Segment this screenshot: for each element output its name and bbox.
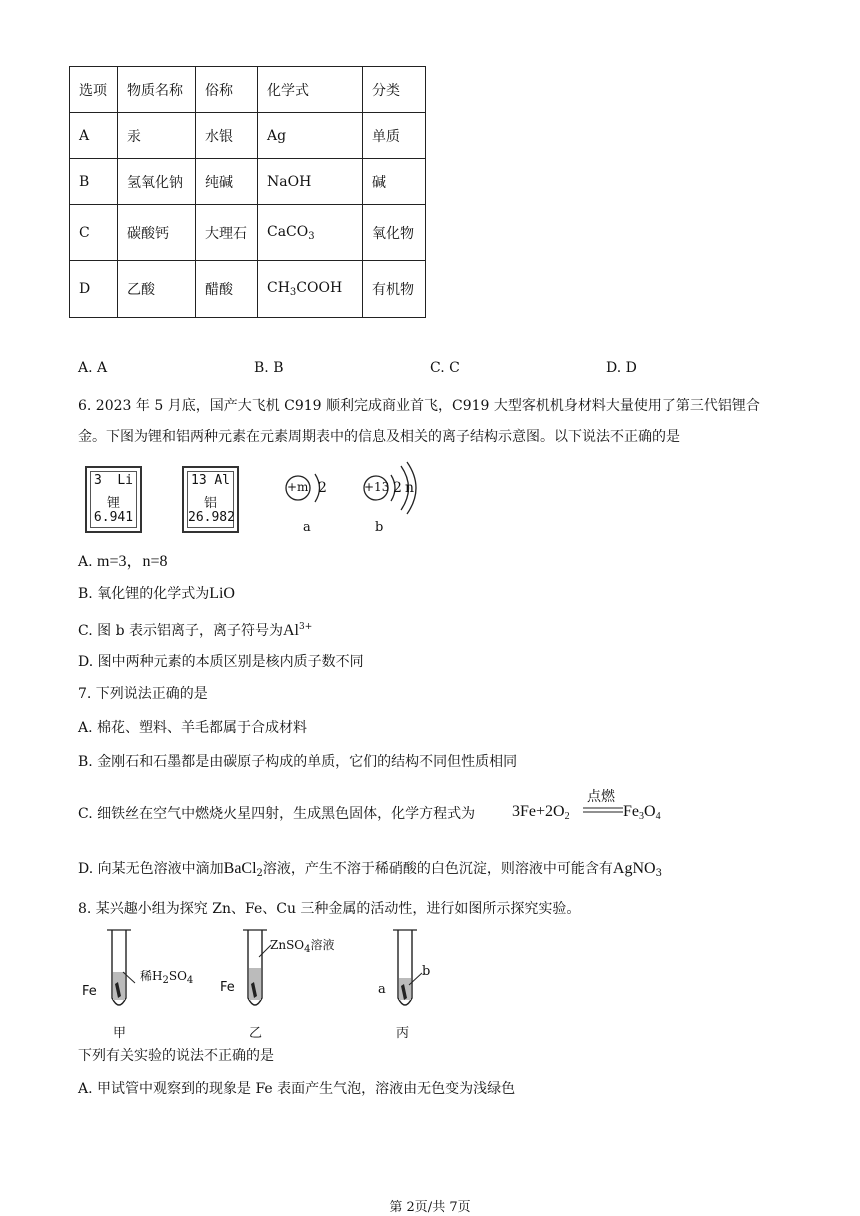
tube-label-bing: 丙 xyxy=(396,1026,410,1041)
table-row xyxy=(70,159,426,205)
option-text: 溶液，产生不溶于稀硝酸的白色沉淀，则溶液中可能含有 xyxy=(262,861,613,877)
tube-metal-label: Fe xyxy=(220,980,235,995)
q6-option-a xyxy=(78,552,168,572)
table-row xyxy=(70,261,426,318)
q6-option-d: D. 图中两种元素的本质区别是核内质子数不同 xyxy=(78,654,364,670)
test-tube-yi-icon xyxy=(240,928,270,1020)
element-name: 铝 xyxy=(203,496,217,511)
substance-table xyxy=(69,66,426,318)
table-cell: 碳酸钙 xyxy=(118,205,196,261)
solution-text: SO xyxy=(168,969,187,983)
ion-label-b: b xyxy=(375,520,384,535)
q6-option-b xyxy=(78,584,235,604)
equals-arrow xyxy=(583,806,623,814)
ion-charge: 3+ xyxy=(298,622,313,632)
solution-sub: 4 xyxy=(186,975,194,986)
formula-main: CaCO xyxy=(267,223,309,240)
table-cell: NaOH xyxy=(258,159,363,205)
formula: AgNO xyxy=(612,860,656,877)
formula-sub: 3 xyxy=(655,868,662,879)
table-header-cell: 选项 xyxy=(70,67,118,113)
table-cell: C xyxy=(70,205,118,261)
equation-rhs-text: O xyxy=(644,803,656,820)
element-card-inner xyxy=(90,471,137,528)
table-cell: Ag xyxy=(258,113,363,159)
leader-line xyxy=(123,972,135,983)
formula-part: COOH xyxy=(296,280,343,296)
table-cell: 氧化物 xyxy=(363,205,426,261)
q8-question: 下列有关实验的说法不正确的是 xyxy=(78,1048,274,1064)
ion-symbol: Al xyxy=(282,622,299,639)
pointer-line xyxy=(408,972,424,986)
option-text: D. 向某无色溶液中滴加 xyxy=(78,861,224,877)
atomic-number: 13 xyxy=(191,473,207,488)
element-symbol: Al xyxy=(214,473,230,488)
table-row xyxy=(70,113,426,159)
reaction-condition: 点燃 xyxy=(587,789,615,805)
table-header-cell: 物质名称 xyxy=(118,67,196,113)
equation-sub: 3 xyxy=(639,811,644,822)
leader-line xyxy=(409,973,422,985)
table-cell: 有机物 xyxy=(363,261,426,318)
q5-option-c: C. C xyxy=(430,360,460,376)
solution-sub: 2 xyxy=(162,975,169,986)
atomic-mass: 26.982 xyxy=(188,510,235,525)
solution-sub: 4 xyxy=(304,944,311,955)
formula-sub: 3 xyxy=(308,230,315,242)
table-cell: 单质 xyxy=(363,113,426,159)
tube-solution-label xyxy=(270,936,335,955)
option-text: C. 细铁丝在空气中燃烧火星四射，生成黑色固体，化学方程式为 xyxy=(78,806,476,822)
equation-lhs-text: 3Fe+2O xyxy=(512,803,565,820)
nucleus-label: +13 xyxy=(364,480,390,494)
table-header-cell: 化学式 xyxy=(258,67,363,113)
formula-sub: 3 xyxy=(289,287,297,298)
q7-option-a: A. 棉花、塑料、羊毛都属于合成材料 xyxy=(78,720,308,736)
element-card-inner xyxy=(187,471,234,528)
table-cell xyxy=(258,261,363,318)
q7-option-b: B. 金刚石和石墨都是由碳原子构成的单质，它们的结构不同但性质相同 xyxy=(78,754,518,770)
formula-sub: 2 xyxy=(256,868,263,879)
tube-label-jia: 甲 xyxy=(113,1026,127,1041)
formula: LiO xyxy=(209,585,235,602)
tube-metal-label: Fe xyxy=(82,984,97,999)
option-text: B. 氧化锂的化学式为 xyxy=(78,586,210,602)
formula: BaCl xyxy=(223,860,257,877)
equation-rhs xyxy=(623,803,661,822)
atomic-mass: 6.941 xyxy=(93,510,134,525)
table-cell: 醋酸 xyxy=(196,261,258,318)
q6-option-c xyxy=(78,617,312,641)
option-prefix: A. xyxy=(78,554,98,570)
q7-stem: 7. 下列说法正确的是 xyxy=(78,686,208,702)
shell-electrons: 2 xyxy=(393,480,402,496)
table-cell: 汞 xyxy=(118,113,196,159)
q7-option-d xyxy=(78,859,662,884)
tube-label-b: b xyxy=(422,964,431,979)
table-cell: B xyxy=(70,159,118,205)
element-symbol: Li xyxy=(117,473,133,488)
table-header-cell: 分类 xyxy=(363,67,426,113)
table-cell: 乙酸 xyxy=(118,261,196,318)
equation-sub: 2 xyxy=(564,811,570,822)
table-cell: 氢氧化钠 xyxy=(118,159,196,205)
q7-option-c xyxy=(78,804,475,824)
table-header-cell: 俗称 xyxy=(196,67,258,113)
tube-solution-label xyxy=(140,967,193,986)
equation-sub: 4 xyxy=(655,811,661,822)
q6-stem-line1: 6. 2023 年 5 月底，国产大飞机 C919 顺利完成商业首飞，C919 大型客机机身材料大量使用了第三代铝锂合 xyxy=(78,398,760,414)
table-cell: 水银 xyxy=(196,113,258,159)
element-card-li xyxy=(85,466,142,533)
element-name: 锂 xyxy=(106,496,120,511)
table-header-row xyxy=(70,67,426,113)
shell-electrons-n: n xyxy=(405,480,415,496)
q5-option-d: D. D xyxy=(606,360,637,376)
formula-part: CH xyxy=(267,280,290,296)
ion-label-a: a xyxy=(303,520,311,535)
solution-text: 溶液 xyxy=(310,938,335,952)
option-value: m=3，n=8 xyxy=(97,553,168,570)
table-cell: D xyxy=(70,261,118,318)
q8-option-a: A. 甲试管中观察到的现象是 Fe 表面产生气泡，溶液由无色变为浅绿色 xyxy=(78,1081,516,1097)
table-cell: A xyxy=(70,113,118,159)
pointer-line xyxy=(122,970,136,984)
table-cell: 纯碱 xyxy=(196,159,258,205)
shell-electrons: 2 xyxy=(318,480,327,496)
table-cell: 碱 xyxy=(363,159,426,205)
solution-text: ZnSO xyxy=(270,938,305,952)
table-cell: 大理石 xyxy=(196,205,258,261)
q8-stem: 8. 某兴趣小组为探究 Zn、Fe、Cu 三种金属的活动性，进行如图所示探究实验。 xyxy=(78,901,581,917)
tube-label-yi: 乙 xyxy=(249,1026,263,1041)
option-text: C. 图 b 表示铝离子，离子符号为 xyxy=(78,623,283,639)
page-footer: 第 2页/共 7页 xyxy=(389,1200,471,1215)
equation-rhs-text: Fe xyxy=(623,803,639,820)
equation-lhs xyxy=(512,803,570,822)
solution-text: 稀H xyxy=(140,969,163,983)
q5-option-b: B. B xyxy=(254,360,284,376)
q5-option-a: A. A xyxy=(78,360,108,376)
element-card-al xyxy=(182,466,239,533)
tube-label-a: a xyxy=(378,982,386,997)
nucleus-label: +m xyxy=(287,480,309,494)
q6-stem-line2: 金。下图为锂和铝两种元素在元素周期表中的信息及相关的离子结构示意图。以下说法不正确的是 xyxy=(78,429,680,445)
table-row xyxy=(70,205,426,261)
table-cell xyxy=(258,205,363,261)
atomic-number: 3 xyxy=(94,473,102,488)
